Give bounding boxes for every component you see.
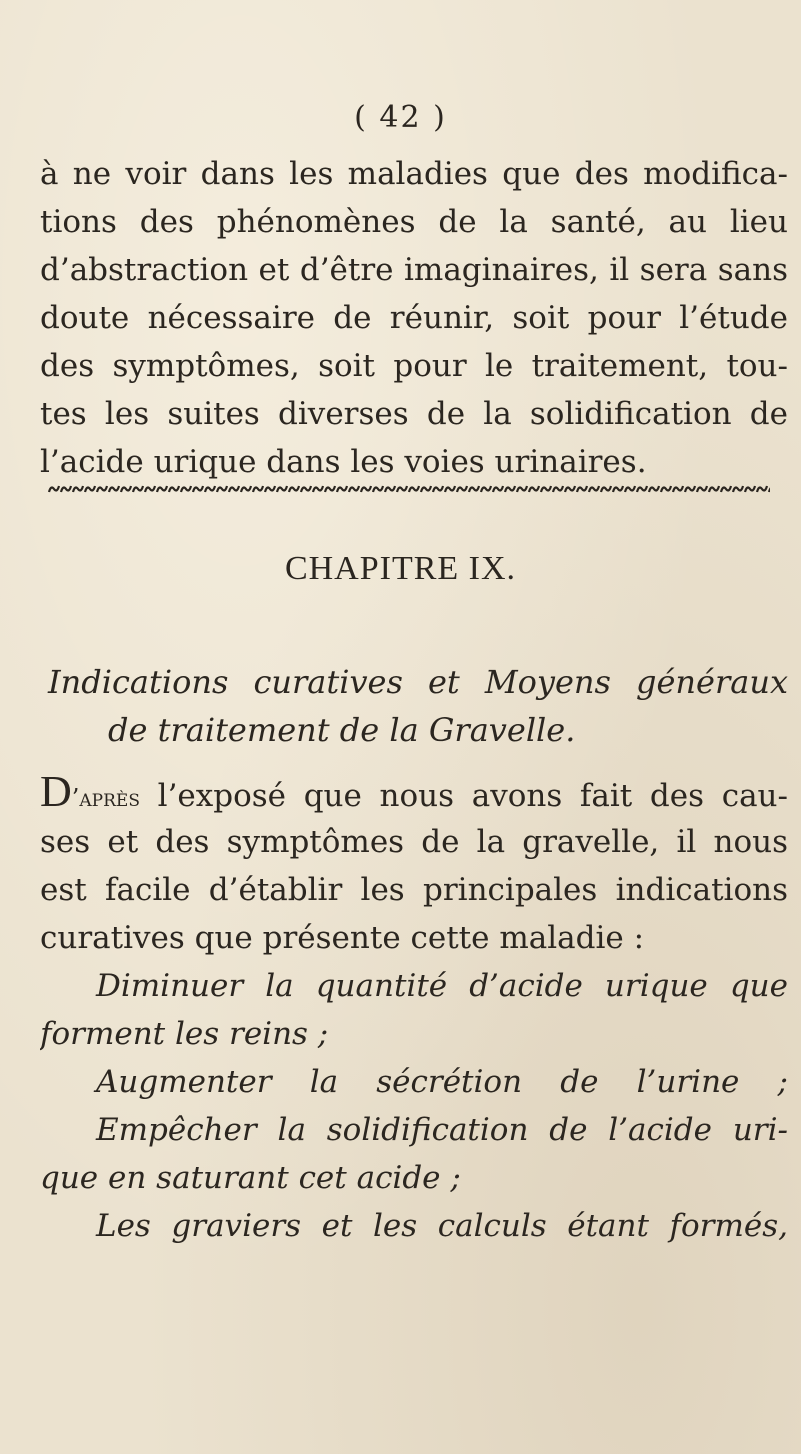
subtitle-line: Indications curatives et Moyens généraux xyxy=(48,663,788,701)
indication-item: Diminuer la quantité d’acide urique que xyxy=(96,968,788,1004)
indication-item: Empêcher la solidification de l’acide uri- xyxy=(96,1112,788,1148)
ornament-divider xyxy=(48,483,770,495)
text-line: tes les suites diverses de la solidification de xyxy=(40,396,788,432)
text-line: d’abstraction et d’être imaginaires, il sera sans xyxy=(40,252,788,288)
indication-item: Les graviers et les calculs étant formés, xyxy=(96,1208,788,1244)
text-line: tions des phénomènes de la santé, au lieu xyxy=(40,204,788,240)
text-line: à ne voir dans les maladies que des modifica- xyxy=(40,156,788,192)
small-caps-word: ’après xyxy=(71,784,140,812)
text-line: ses et des symptômes de la gravelle, il nous xyxy=(40,824,788,860)
chapter-subtitle xyxy=(48,658,788,754)
paragraph-top xyxy=(40,150,788,486)
indication-item: Augmenter la sécrétion de l’urine ; xyxy=(96,1064,788,1100)
paragraph-main xyxy=(40,770,788,1250)
chapter-title: CHAPITRE IX. xyxy=(284,550,517,587)
text-line: curatives que présente cette maladie : xyxy=(40,920,645,956)
text-line xyxy=(40,770,788,818)
text-line: l’acide urique dans les voies urinaires. xyxy=(40,444,647,480)
page-number: ( 42 ) xyxy=(354,100,447,135)
text-line: des symptômes, soit pour le traitement, tou- xyxy=(40,348,788,384)
indication-item: que en saturant cet acide ; xyxy=(40,1160,461,1196)
text-line: est facile d’établir les principales indications xyxy=(40,872,788,908)
text-line: doute nécessaire de réunir, soit pour l’étude xyxy=(40,300,788,336)
drop-cap: D xyxy=(40,770,72,816)
indication-item: forment les reins ; xyxy=(40,1016,329,1052)
subtitle-line: de traitement de la Gravelle. xyxy=(108,711,576,749)
text-fragment: l’exposé que nous avons fait des cau- xyxy=(139,778,788,814)
